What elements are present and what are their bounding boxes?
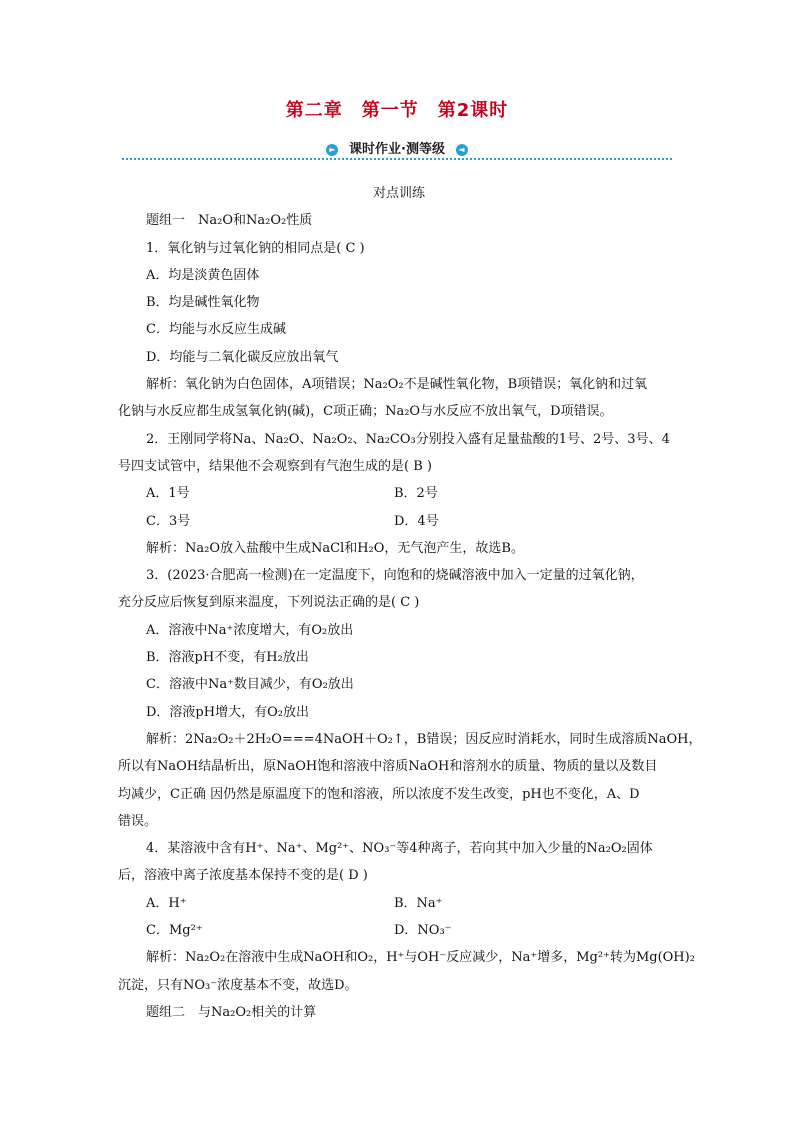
question-2-options-row-1 <box>118 480 680 507</box>
worksheet-body <box>118 180 702 1026</box>
question-4-analysis: 解析：Na₂O₂在溶液中生成NaOH和O₂，H⁺与OH⁻反应减少，Na⁺增多，Mg²⁺转为Mg(OH)₂ <box>146 950 695 966</box>
question-1-option-c: C．均能与水反应生成碱 <box>146 322 286 338</box>
question-3-option-c: C．溶液中Na⁺数目减少，有O₂放出 <box>146 677 354 693</box>
play-left-icon: ◄ <box>456 144 468 156</box>
banner-label: 课时作业·测等级 <box>349 142 445 157</box>
question-2-option-a: A．1号 <box>146 486 190 502</box>
question-2-stem: 2．王刚同学将Na、Na₂O、Na₂O₂、Na₂CO₃分别投入盛有足量盐酸的1号、2号、3号、4 <box>146 431 670 447</box>
question-4-option-a: A．H⁺ <box>146 895 187 911</box>
group-heading-1: 题组一 Na₂O和Na₂O₂性质 <box>146 213 313 229</box>
question-3-stem-cont: 充分反应后恢复到原来温度，下列说法正确的是( C ) <box>118 595 420 611</box>
question-2-option-b: B．2号 <box>394 486 438 502</box>
section-banner <box>122 137 672 161</box>
question-3-option-b: B．溶液pH不变，有H₂放出 <box>146 650 309 666</box>
question-1-stem: 1．氧化钠与过氧化钠的相同点是( C ) <box>146 240 365 256</box>
dotted-divider <box>122 158 672 160</box>
question-2-option-d: D．4号 <box>394 513 439 529</box>
question-3-option-d: D．溶液pH增大，有O₂放出 <box>146 704 309 720</box>
question-2-options-row-2 <box>118 508 680 535</box>
play-right-icon: ► <box>326 144 338 156</box>
question-4-stem-cont: 后，溶液中离子浓度基本保持不变的是( D ) <box>118 868 368 884</box>
question-4-option-c: C．Mg²⁺ <box>146 923 203 939</box>
question-4-option-b: B．Na⁺ <box>394 895 443 911</box>
question-3-option-a: A．溶液中Na⁺浓度增大，有O₂放出 <box>146 622 354 638</box>
question-4-options-row-2 <box>118 917 680 944</box>
question-3-analysis-cont-3: 错误。 <box>118 813 158 829</box>
question-4-stem: 4．某溶液中含有H⁺、Na⁺、Mg²⁺、NO₃⁻等4种离子，若向其中加入少量的Na₂O₂固体 <box>146 841 653 857</box>
question-1-analysis-cont: 化钠与水反应都生成氢氧化钠(碱)，C项正确；Na₂O与水反应不放出氧气，D项错误。 <box>118 404 613 420</box>
question-3-analysis-cont-2: 均减少，C正确 因仍然是原温度下的饱和溶液，所以浓度不发生改变，pH也不变化，A、D <box>118 786 640 802</box>
question-1-option-d: D．均能与二氧化碳反应放出氧气 <box>146 349 339 365</box>
question-3-analysis: 解析：2Na₂O₂＋2H₂O===4NaOH＋O₂↑，B错误；因反应时消耗水，同时生成溶质NaOH， <box>146 731 702 747</box>
question-2-analysis: 解析：Na₂O放入盐酸中生成NaCl和H₂O，无气泡产生，故选B。 <box>146 540 524 556</box>
question-1-option-b: B．均是碱性氧化物 <box>146 295 260 311</box>
page-title: 第二章 第一节 第2课时 <box>285 100 509 121</box>
question-2-stem-cont: 号四支试管中，结果他不会观察到有气泡生成的是( B ) <box>118 458 432 474</box>
question-4-options-row-1 <box>118 890 680 917</box>
section-heading: 对点训练 <box>372 186 425 201</box>
question-1-option-a: A．均是淡黄色固体 <box>146 267 260 283</box>
question-1-analysis: 解析：氧化钠为白色固体，A项错误；Na₂O₂不是碱性氧化物，B项错误；氧化钠和过氧 <box>146 377 648 393</box>
question-4-analysis-cont: 沉淀，只有NO₃⁻浓度基本不变，故选D。 <box>118 977 358 993</box>
question-3-stem: 3．(2023·合肥高一检测)在一定温度下，向饱和的烧碱溶液中加入一定量的过氧化钠， <box>146 568 644 584</box>
question-3-analysis-cont-1: 所以有NaOH结晶析出，原NaOH饱和溶液中溶质NaOH和溶剂水的质量、物质的量以及数目 <box>118 759 658 775</box>
question-2-option-c: C．3号 <box>146 513 191 529</box>
group-heading-2: 题组二 与Na₂O₂相关的计算 <box>146 1004 317 1020</box>
question-4-option-d: D．NO₃⁻ <box>394 923 452 939</box>
